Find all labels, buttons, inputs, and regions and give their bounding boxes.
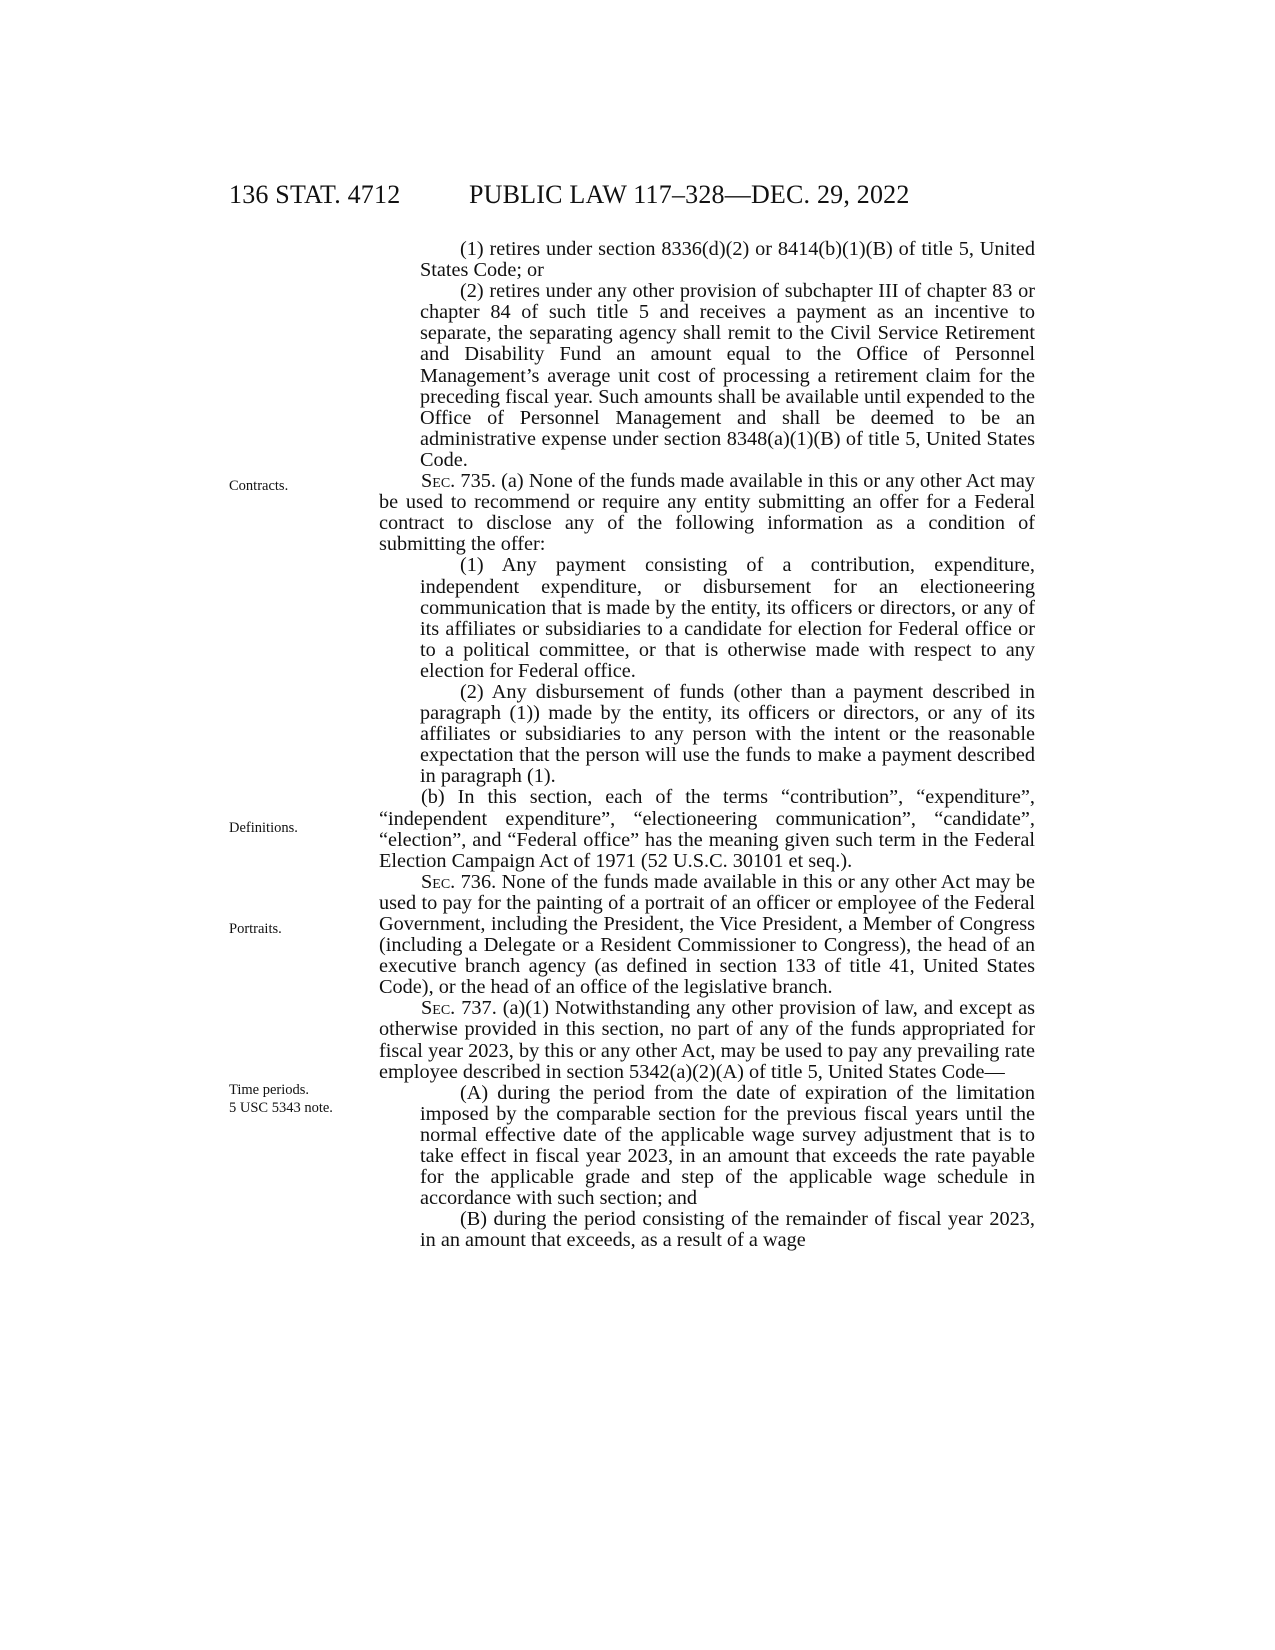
section-735-text: (a) None of the funds made available in this or any other Act may be used to recommend or require any entity submitting an offer for a Federal contract to disclose any of the following information as a condition of submitting the offer:	[379, 470, 1035, 556]
section-737-label: Sec. 737.	[421, 997, 497, 1020]
page-header	[229, 180, 929, 220]
section-736-text: None of the funds made available in this or any other Act may be used to pay for the painting of a portrait of an officer or employee of the Federal Government, including the President, the Vice President, a Member of Congress (including a Delegate or a Resident Commissioner to Congress), the head of an executive branch agency (as defined in section 133 of title 41, United States Code), or the head of an office of the legislative branch.	[379, 870, 1035, 999]
paragraph-1-retires: (1) retires under section 8336(d)(2) or 8414(b)(1)(B) of title 5, United States Code; or	[420, 238, 1035, 282]
section-736-label: Sec. 736.	[421, 870, 497, 893]
section-735-paragraph-1: (1) Any payment consisting of a contribution, expenditure, independent expenditure, or disbursement for an electioneering communication that is made by the entity, its officers or directors, or any of its affiliates or subsidiaries to a candidate for election for Federal office or to a political committee, or that is otherwise made with respect to any election for Federal office.	[420, 554, 1035, 682]
section-735-label: Sec. 735.	[421, 470, 496, 493]
margin-note-contracts: Contracts.	[229, 478, 289, 494]
law-title: PUBLIC LAW 117–328—DEC. 29, 2022	[469, 180, 910, 209]
margin-note-usc: 5 USC 5343 note.	[229, 1100, 333, 1116]
section-735-b: (b) In this section, each of the terms “contribution”, “expenditure”, “independent expenditure”, “electioneering communication”, “candidate”, “election”, and “Federal office” has the meaning given such term in the Federal Election Campaign Act of 1971 (52 U.S.C. 30101 et seq.).	[379, 786, 1035, 872]
section-736	[379, 872, 1035, 999]
section-737-a1	[379, 998, 1035, 1082]
section-735-paragraph-2: (2) Any disbursement of funds (other than a payment described in paragraph (1)) made by the entity, its officers or directors, or any of its affiliates or subsidiaries to any person with the intent or the reasonable expectation that the person will use the funds to make a payment described in paragraph (1).	[420, 680, 1035, 788]
section-735-a	[379, 471, 1035, 555]
section-737-subparagraph-b: (B) during the period consisting of the remainder of fiscal year 2023, in an amount that exceeds, as a result of a wage	[420, 1208, 1035, 1252]
margin-note-time-periods: Time periods.	[229, 1082, 310, 1098]
stat-reference: 136 STAT. 4712	[229, 180, 401, 209]
margin-note-definitions: Definitions.	[229, 820, 298, 836]
margin-note-portraits: Portraits.	[229, 921, 282, 937]
section-737-text: (a)(1) Notwithstanding any other provision of law, and except as otherwise provided in this section, no part of any of the funds appropriated for fiscal year 2023, by this or any other Act, may be used to pay any prevailing rate employee described in section 5342(a)(2)(A) of title 5, United States Code—	[379, 997, 1035, 1083]
section-737-subparagraph-a: (A) during the period from the date of expiration of the limitation imposed by the comparable section for the previous fiscal years until the normal effective date of the applicable wage survey adjustment that is to take effect in fiscal year 2023, in an amount that exceeds the rate payable for the applicable grade and step of the applicable wage schedule in accordance with such section; and	[420, 1081, 1035, 1210]
body-text	[379, 239, 1035, 1252]
paragraph-2-retires-other: (2) retires under any other provision of subchapter III of chapter 83 or chapter 84 of such title 5 and receives a payment as an incentive to separate, the separating agency shall remit to the Civil Service Retirement and Disability Fund an amount equal to the Office of Personnel Management’s average unit cost of processing a retirement claim for the preceding fiscal year. Such amounts shall be available until expended to the Office of Personnel Management and shall be deemed to be an administrative expense under section 8348(a)(1)(B) of title 5, United States Code.	[420, 280, 1035, 471]
